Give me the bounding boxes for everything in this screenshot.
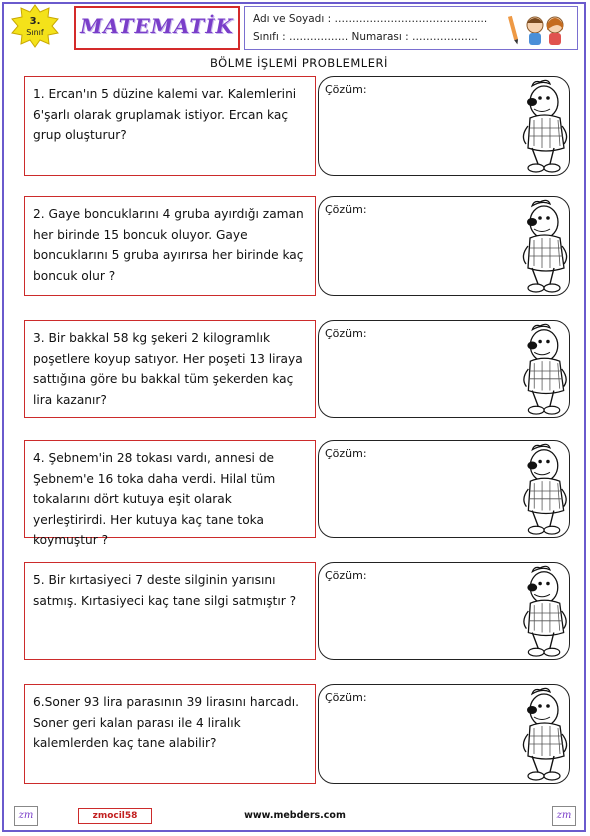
grade-badge bbox=[8, 4, 62, 48]
section-heading: BÖLME İŞLEMİ PROBLEMLERİ bbox=[210, 56, 388, 70]
answer-label-5: Çözüm: bbox=[325, 569, 367, 582]
problem-box-3 bbox=[24, 320, 316, 418]
document-code: zmocil58 bbox=[78, 808, 152, 824]
problem-text-5: 5. Bir kırtasiyeci 7 deste silginin yarısını satmış. Kırtasiyeci kaç tane silgi satmıştır ? bbox=[33, 573, 297, 608]
problem-box-4 bbox=[24, 440, 316, 547]
problem-text-3: 3. Bir bakkal 58 kg şekeri 2 kilogramlık poşetlere koyup satıyor. Her poşeti 13 liraya sattığına göre bu bakkal tüm şekerden kaç lira kazanır? bbox=[33, 331, 303, 407]
grade-word: Sınıf bbox=[26, 28, 44, 37]
class-number-line: Sınıfı : ………….…. Numarası : ………….…... bbox=[253, 31, 478, 43]
name-line: Adı ve Soyadı : ………………………………........ bbox=[253, 13, 488, 25]
answer-label-3: Çözüm: bbox=[325, 327, 367, 340]
mole-character-icon bbox=[520, 684, 572, 784]
problem-box-2 bbox=[24, 196, 316, 296]
answer-label-4: Çözüm: bbox=[325, 447, 367, 460]
mole-character-icon bbox=[520, 562, 572, 660]
answer-label-2: Çözüm: bbox=[325, 203, 367, 216]
mole-character-icon bbox=[520, 196, 572, 296]
student-info-box bbox=[244, 6, 578, 50]
title-box bbox=[74, 6, 240, 50]
problem-box-1 bbox=[24, 76, 316, 176]
website-link[interactable]: www.mebders.com bbox=[244, 810, 346, 821]
answer-label-6: Çözüm: bbox=[325, 691, 367, 704]
grade-number: 3. bbox=[29, 16, 41, 27]
answer-label-1: Çözüm: bbox=[325, 83, 367, 96]
footer-logo-right: zm bbox=[552, 806, 576, 826]
problem-text-4: 4. Şebnem'in 28 tokası vardı, annesi de Şebnem'e 16 toka daha verdi. Hilal tüm tokalarını dört kutuya eşit olarak yerleştirirdi. Her kutuya kaç tane toka koymuştur ? bbox=[33, 451, 276, 547]
problem-box-6 bbox=[24, 684, 316, 784]
problem-box-5 bbox=[24, 562, 316, 660]
children-illustration bbox=[507, 10, 571, 48]
problem-text-1: 1. Ercan'ın 5 düzine kalemi var. Kalemlerini 6'şarlı olarak gruplamak istiyor. Ercan kaç grup oluşturur? bbox=[33, 87, 297, 142]
mole-character-icon bbox=[520, 76, 572, 176]
page-title: MATEMATİK bbox=[80, 14, 234, 38]
footer-logo-left: zm bbox=[14, 806, 38, 826]
mole-character-icon bbox=[520, 320, 572, 418]
problem-text-2: 2. Gaye boncuklarını 4 gruba ayırdığı zaman her birinde 15 boncuk oluyor. Gaye boncuklarını 5 gruba ayırırsa her birinde kaç boncuk olur ? bbox=[33, 207, 304, 283]
problem-text-6: 6.Soner 93 lira parasının 39 lirasını harcadı. Soner geri kalan parası ile 4 liralık kalemlerden kaç tane alabilir? bbox=[33, 695, 300, 750]
mole-character-icon bbox=[520, 440, 572, 538]
